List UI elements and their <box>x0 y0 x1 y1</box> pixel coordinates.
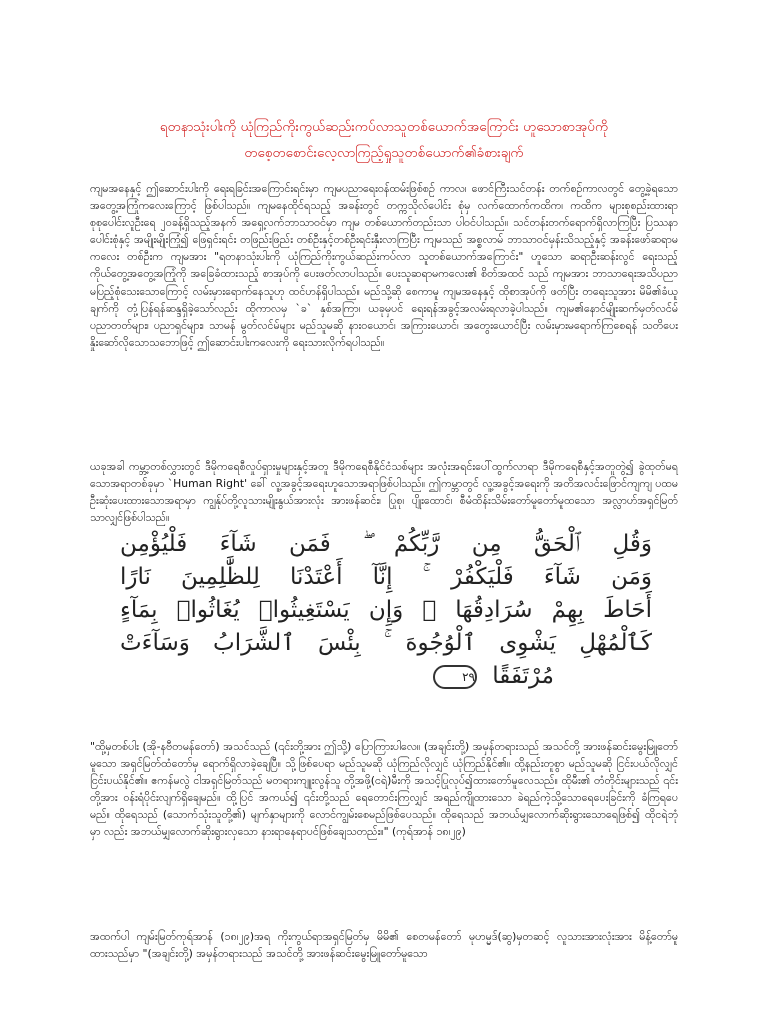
paragraph-commentary: အထက်ပါ ကျမ်းမြတ်ကုရ်အာန် (၁၈၊၂၉)အရ ကိုးကွယ်ရာအရှင်မြတ်မှ မိမိ၏ စေတမန်တော် မုဟမ္မဒ်(ဆွ)မှတဆင့် လူသားအားလုံးအား မိန့်တော်မူထားသည်မှာ "(အချင်းတို့) အမှန်တရားသည် အသင်တို့ အားဖန်ဆင်းမွေးမြူတော်မူသော <box>90 930 678 961</box>
paragraph-intro: ကျမအနေနှင့် ဤဆောင်းပါးကို ရေးရခြင်းအကြောင်းရင်းမှာ ကျမပညာရေးဝန်ထမ်းဖြစ်စဉ် ကာလ၊ ဖောင်ကြီးသင်တန်း တက်စဉ်ကာလတွင် တွေ့ခဲ့ရသော အတွေ့အကြုံကလေးကြောင့် ဖြစ်ပါသည်။ ကျမနေထိုင်ရသည့် အခန်းတွင် တက္ကသိုလ်ပေါင်း စုံမှ လက်ထောက်ကထိက၊ ကထိက များစုစည်းထားရာ စုစုပေါင်းလူဦးရေ ၂၀ခန့်ရှိသည့်အနက် အရှေ့လက်ဘာသာဝင်မှာ ကျမ တစ်ယောက်တည်းသာ ပါဝင်ပါသည်။ သင်တန်းတက်ရောက်ရှိလာကြပြီး ပြဿနာပေါင်းစုံနှင့် အမျိုးမျိုးကြုံ၍ ဖြေရှင်းရင်း တဖြည်းဖြည်း တစ်ဦးနှင့်တစ်ဦးရင်းနှီးလာကြပြီး ကျမသည် အစ္စလာမ် ဘာသာဝင်မှန်းသိသည့်နှင့် အခန်းဖော်ဆရာမကလေး တစ်ဦးက ကျမအား "ရတနာသုံးပါးကို ယုံကြည်ကိုးကွယ်ဆည်းကပ်လာ သူတစ်ယောက်အကြောင်း" ဟူသော ဆရာဦးဆန်းလွင် ရေးသည့် ကိုယ်တွေ့အတွေ့အကြုံကို အခြေခံထားသည့် စာအုပ်ကို ပေးဖတ်လာပါသည်။ ပေးသူဆရာမကလေး၏ စိတ်အထင် သည် ကျမအား ဘာသာရေးအသိပညာ မပြည့်စုံသေးသောကြောင့် လမ်းမှားရောက်နေသူဟု ထင်ဟန်ရှိပါသည်။ မည်သို့ဆို စေကာမူ ကျမအနေနှင့် ထိုစာအုပ်ကို ဖတ်ပြီး တရေးသူအား မိမိ၏ခံယူချက်ကို တုံ့ပြန်ရန်ဆန္ဒရှိခဲ့သော်လည်း ထိုကာလမှ `ခ` နှစ်အကြာ၊ ယခုမှပင် ရေးရန်အခွင့်အလမ်းရလာခဲ့ပါသည်။ ကျမ၏နောင်မျိုးဆက်မှတ်လင်မ်ပညာတတ်များ၊ ပညာရှင်များ၊ သာမန် မွတ်လင်မ်များ မည်သူမဆို နားဝယောင်၊ အကြားယောင်၊ အတွေးယောင်ပြီး လမ်းမှားမရောက်ကြစေရန် သတိပေး နှိုးဆော်လိုသောသဘောဖြင့် ဤဆောင်းပါးကလေးကို ရေးသားလိုက်ရပါသည်။ <box>90 182 678 349</box>
arabic-line: وَقُلِ ٱلْحَقُّ مِن رَّبِّكُمْ ۖ فَمَن شَآءَ فَلْيُؤْمِن <box>120 531 652 557</box>
document-title <box>90 114 678 166</box>
title-line-1: ရတနာသုံးပါးကို ယုံကြည်ကိုးကွယ်ဆည်းကပ်လာသူတစ်ယောက်အကြောင်း ဟူသောစာအုပ်ကို <box>159 119 609 135</box>
verse-number-badge: ٢٩ <box>433 665 477 689</box>
paragraph-human-rights: ယခုအခါ ကမ္ဘာ့တစ်လွှားတွင် ဒီမိုကရေစီလှုပ်ရှားမှုများနှင့်အတူ ဒီမိုကရေစီနိုင်ငံသစ်များ အလုံးအရင်းပေါ်ထွက်လာရာ ဒီမိုကရေစီနှင့်အတူတွဲ၍ ခွဲထုတ်မရသောအရာတစ်ခုမှာ `Human Right' ခေါ် လူ့အခွင့်အရေးဟူသောအရာဖြစ်ပါသည်။ ဤကမ္ဘာတွင် လူ့အခွင့်အရေးကို အတိအလင်းဖြောင်ကျကျ ပထမဦးဆုံးပေးထားသောအရာမှာ ကျွန်ုပ်တို့လူသားမျိုးနွယ်အားလုံး အားဖန်ဆင်း၊ ပြုစု၊ ပျိုးထောင်၊ စီမံထိန်းသိမ်းတော်မူတော်မူထသော အလ္လာဟ်အရှင်မြတ် သာလျှင်ဖြစ်ပါသည်။ <box>90 460 678 525</box>
title-line-2: တစေ့တစောင်းလေ့လာကြည့်ရှုသူတစ်ယောက်၏ခံစားချက် <box>244 145 524 161</box>
quran-verse-arabic <box>120 528 652 694</box>
arabic-line: أَحَاطَ بِهِمْ سُرَادِقُهَا ۚ وَإِن يَسْتَغِيثُوا۟ يُغَاثُوا۟ بِمَآءٍ <box>120 597 652 623</box>
arabic-line-final-text: مُرْتَفَقًا <box>492 663 554 689</box>
arabic-line-final <box>120 660 652 693</box>
arabic-line: كَٱلْمُهْلِ يَشْوِى ٱلْوُجُوهَ ۚ بِئْسَ ٱلشَّرَابُ وَسَآءَتْ <box>120 630 652 656</box>
paragraph-verse-translation: "ထို့မှတစ်ပါး (အို-နဗီတမန်တော်) အသင်သည် (၎င်းတို့အား ဤသို့) ပြောကြားပါလေ။ (အချင်းတို့) အမှန်တရားသည် အသင်တို့ အားဖန်ဆင်းမွေးမြူတော်မူသော အရှင်မြတ်ထံတော်မှ ရောက်ရှိလာခဲ့ချေပြီ။ သို့ဖြစ်ပေရာ မည်သူမဆို ယုံကြည်လိုလျှင် ယုံကြည်နိုင်၏။ ထို့နည်းတူစွာ မည်သူမဆို ငြင်းပယ်လိုလျှင် ငြင်းပယ်နိုင်၏။ ဧကန်မလွဲ ငါအရှင်မြတ်သည် မတရားကျူးလွန်သူ တို့အဖို့(ငရဲ)မီးကို အသင့်ပြုလုပ်၍ထားတော်မူလေသည်။ ထိုမီး၏ တံတိုင်းများသည် ၎င်းတို့အား ဝန်းရံပိုင်းလျက်ရှိချေမည်။ ထို့ပြင် အကယ်၍ ၎င်းတို့သည် ရေတောင်းကြလျှင် အရည်ကျိုထားသော ခဲရည်ကဲ့သို့သောရေပေးခြင်းကို ခံကြရပေမည်။ ထိုရေသည် (သောက်သုံးသူတို့၏) မျက်နှာများကို လောင်ကျွမ်းစေမည်ဖြစ်ပေသည်။ ထိုရေသည် အဘယ်မျှလောက်ဆိုးရွားသောရေဖြစ်၍ ထိုငရဲဘုံမှာ လည်း အဘယ်မျှလောက်ဆိုးရွားလှသော နားရာနေရာပင်ဖြစ်ချေသတည်း။" (ကုရ်အာန် ၁၈၊၂၉) <box>90 740 678 839</box>
arabic-line: وَمَن شَآءَ فَلْيَكْفُرْ ۚ إِنَّآ أَعْتَدْنَا لِلظَّٰلِمِينَ نَارًا <box>120 564 652 590</box>
